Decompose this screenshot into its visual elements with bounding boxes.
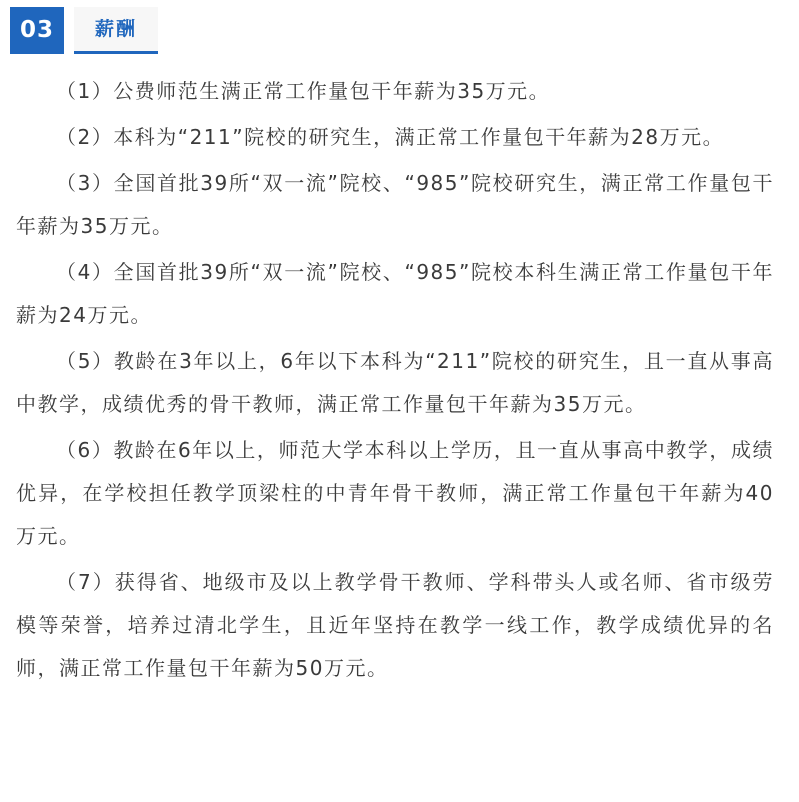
salary-item-6: （6）教龄在6年以上，师范大学本科以上学历，且一直从事高中教学，成绩优异，在学校担任教学顶梁柱的中青年骨干教师，满正常工作量包干年薪为40万元。 xyxy=(16,438,774,548)
salary-item-4: （4）全国首批39所“双一流”院校、“985”院校本科生满正常工作量包干年薪为24万元。 xyxy=(16,260,774,327)
section-header xyxy=(0,0,799,66)
salary-item-5: （5）教龄在3年以上，6年以下本科为“211”院校的研究生，且一直从事高中教学，成绩优秀的骨干教师，满正常工作量包干年薪为35万元。 xyxy=(16,349,774,416)
salary-item-3: （3）全国首批39所“双一流”院校、“985”院校研究生，满正常工作量包干年薪为35万元。 xyxy=(16,171,774,238)
salary-item-2: （2）本科为“211”院校的研究生，满正常工作量包干年薪为28万元。 xyxy=(56,125,725,149)
section-number-badge: 03 xyxy=(10,7,64,54)
salary-item-1: （1）公费师范生满正常工作量包干年薪为35万元。 xyxy=(56,79,551,103)
section-title: 薪酬 xyxy=(74,7,158,54)
salary-item-7: （7）获得省、地级市及以上教学骨干教师、学科带头人或名师、省市级劳模等荣誉，培养过清北学生，且近年坚持在教学一线工作，教学成绩优异的名师，满正常工作量包干年薪为50万元。 xyxy=(16,570,774,680)
salary-content xyxy=(16,70,774,693)
